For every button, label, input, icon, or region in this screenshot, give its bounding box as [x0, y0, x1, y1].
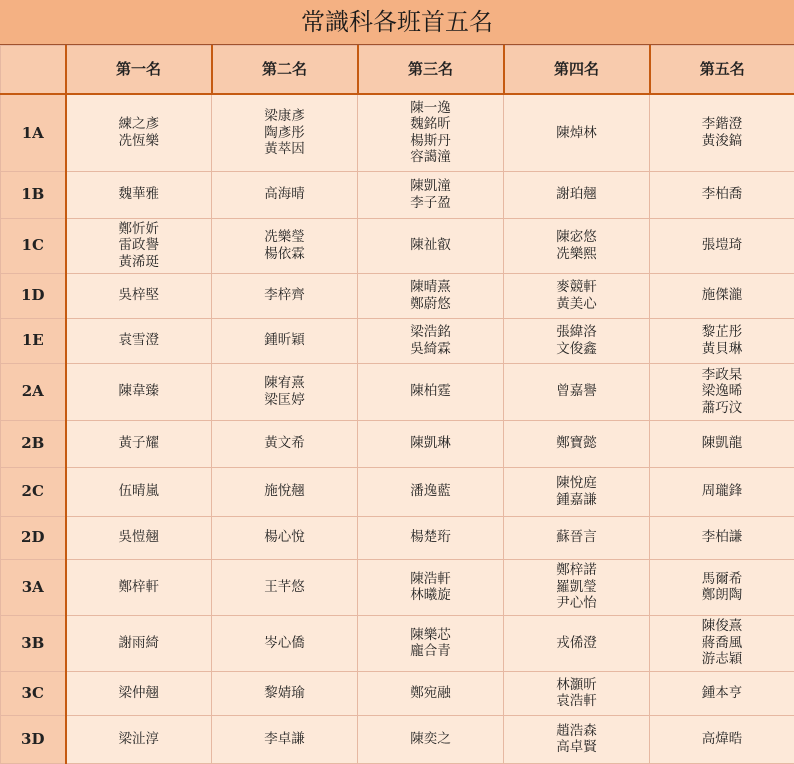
rank-2-cell[interactable] [212, 218, 358, 273]
class-label-cell[interactable]: 1B [1, 171, 66, 218]
student-name: 馬爾希 [650, 571, 794, 588]
student-name: 吳綺霖 [358, 341, 503, 358]
rank-1-cell[interactable] [66, 318, 212, 363]
student-name: 羅凱瑩 [504, 579, 649, 596]
student-name: 謝珀翹 [504, 186, 649, 203]
student-name: 林灝昕 [504, 677, 649, 694]
rank-5-cell[interactable] [650, 715, 794, 763]
student-name: 陳俊熹 [650, 618, 794, 635]
table-row [1, 516, 794, 559]
header-rank-3[interactable]: 第三名 [358, 46, 504, 95]
student-name: 袁浩軒 [504, 693, 649, 710]
student-name: 楊斯丹 [358, 133, 503, 150]
student-name: 陳樂芯 [358, 627, 503, 644]
student-name: 謝雨綺 [67, 635, 212, 652]
rank-1-cell[interactable] [66, 363, 212, 420]
rank-2-cell[interactable] [212, 516, 358, 559]
student-name: 黃子耀 [67, 435, 212, 452]
rank-2-cell[interactable] [212, 559, 358, 615]
rank-3-cell[interactable] [358, 363, 504, 420]
header-rank-1[interactable]: 第一名 [66, 46, 212, 95]
student-name: 雷政譽 [67, 237, 212, 254]
table-row [1, 715, 794, 763]
rank-1-cell[interactable] [66, 559, 212, 615]
class-label-cell[interactable]: 3B [1, 615, 66, 671]
rank-5-cell[interactable] [650, 363, 794, 420]
student-name: 李柏謙 [650, 529, 794, 546]
student-name: 冼樂熙 [504, 246, 649, 263]
rank-1-cell[interactable] [66, 94, 212, 171]
student-name: 李政杲 [650, 367, 794, 384]
student-name: 陳焯林 [504, 125, 649, 142]
rank-1-cell[interactable] [66, 171, 212, 218]
student-name: 鄭寶懿 [504, 435, 649, 452]
rank-2-cell[interactable] [212, 715, 358, 763]
header-row [1, 46, 794, 95]
class-label-cell[interactable]: 1E [1, 318, 66, 363]
rank-1-cell[interactable] [66, 467, 212, 516]
rank-2-cell[interactable] [212, 363, 358, 420]
rank-1-cell[interactable] [66, 420, 212, 467]
student-name: 黃浠珽 [67, 254, 212, 271]
header-corner-cell[interactable] [1, 46, 66, 95]
student-name: 黃浚鎬 [650, 133, 794, 150]
rank-5-cell[interactable] [650, 467, 794, 516]
student-name: 鄭蔚悠 [358, 296, 503, 313]
rank-5-cell[interactable] [650, 420, 794, 467]
student-name: 鍾嘉謙 [504, 492, 649, 509]
rank-2-cell[interactable] [212, 273, 358, 318]
rank-4-cell[interactable] [504, 671, 650, 715]
rank-4-cell[interactable] [504, 715, 650, 763]
student-name: 林曦旋 [358, 587, 503, 604]
rank-4-cell[interactable] [504, 318, 650, 363]
student-name: 魏銘昕 [358, 116, 503, 133]
student-name: 王芊悠 [212, 579, 357, 596]
table-row [1, 420, 794, 467]
student-name: 李柏喬 [650, 186, 794, 203]
student-name: 陳凱琳 [358, 435, 503, 452]
student-name: 陳凱龍 [650, 435, 794, 452]
class-label-cell[interactable]: 1C [1, 218, 66, 273]
student-name: 陳柏霆 [358, 383, 503, 400]
rank-2-cell[interactable] [212, 420, 358, 467]
student-name: 吳梓堅 [67, 287, 212, 304]
rank-4-cell[interactable] [504, 467, 650, 516]
rank-3-cell[interactable] [358, 318, 504, 363]
rank-2-cell[interactable] [212, 94, 358, 171]
student-name: 龐合青 [358, 643, 503, 660]
class-label-cell[interactable]: 2B [1, 420, 66, 467]
student-name: 魏華雅 [67, 186, 212, 203]
student-name: 陳凱潼 [358, 178, 503, 195]
student-name: 李梓齊 [212, 287, 357, 304]
rank-5-cell[interactable] [650, 94, 794, 171]
student-name: 楊依霖 [212, 246, 357, 263]
table-body [1, 94, 794, 763]
student-name: 鍾本亨 [650, 685, 794, 702]
rank-2-cell[interactable] [212, 318, 358, 363]
class-label-cell[interactable]: 2C [1, 467, 66, 516]
student-name: 鄭梓諾 [504, 562, 649, 579]
header-rank-2[interactable]: 第二名 [212, 46, 358, 95]
class-label-cell[interactable]: 3D [1, 715, 66, 763]
table-row [1, 559, 794, 615]
rank-3-cell[interactable] [358, 516, 504, 559]
header-rank-5[interactable]: 第五名 [650, 46, 794, 95]
student-name: 游志穎 [650, 651, 794, 668]
student-name: 蕭巧汶 [650, 400, 794, 417]
student-name: 潘逸藍 [358, 483, 503, 500]
table-row [1, 363, 794, 420]
rank-1-cell[interactable] [66, 273, 212, 318]
student-name: 李鍇澄 [650, 116, 794, 133]
student-name: 施悅翹 [212, 483, 357, 500]
student-name: 梁沚淳 [67, 731, 212, 748]
student-name: 黃美心 [504, 296, 649, 313]
student-name: 張緯洛 [504, 324, 649, 341]
rank-5-cell[interactable] [650, 615, 794, 671]
rank-3-cell[interactable] [358, 715, 504, 763]
student-name: 鄭忻妡 [67, 221, 212, 238]
student-name: 陳浩軒 [358, 571, 503, 588]
student-name: 岑心僑 [212, 635, 357, 652]
rank-1-cell[interactable] [66, 218, 212, 273]
student-name: 陳韋臻 [67, 383, 212, 400]
student-name: 鍾昕穎 [212, 332, 357, 349]
table-row [1, 218, 794, 273]
student-name: 戎俙澄 [504, 635, 649, 652]
rank-5-cell[interactable] [650, 273, 794, 318]
table-row [1, 273, 794, 318]
rank-3-cell[interactable] [358, 171, 504, 218]
rank-3-cell[interactable] [358, 94, 504, 171]
student-name: 李子盈 [358, 195, 503, 212]
rank-2-cell[interactable] [212, 615, 358, 671]
student-name: 尹心怡 [504, 595, 649, 612]
student-name: 趙浩森 [504, 723, 649, 740]
rank-4-cell[interactable] [504, 516, 650, 559]
rank-1-cell[interactable] [66, 715, 212, 763]
rank-5-cell[interactable] [650, 318, 794, 363]
rank-4-cell[interactable] [504, 94, 650, 171]
student-name: 高海晴 [212, 186, 357, 203]
student-name: 冼恆樂 [67, 133, 212, 150]
rank-5-cell[interactable] [650, 671, 794, 715]
class-label-cell[interactable]: 3A [1, 559, 66, 615]
sheet-title: 常識科各班首五名 [0, 0, 794, 45]
student-name: 陳一逸 [358, 100, 503, 117]
student-name: 黎芷彤 [650, 324, 794, 341]
rank-5-cell[interactable] [650, 171, 794, 218]
student-name: 高煒晧 [650, 731, 794, 748]
student-name: 楊楚珩 [358, 529, 503, 546]
student-name: 黃萃因 [212, 141, 357, 158]
rank-1-cell[interactable] [66, 671, 212, 715]
student-name: 容譪潼 [358, 149, 503, 166]
rank-5-cell[interactable] [650, 516, 794, 559]
student-name: 梁浩銘 [358, 324, 503, 341]
student-name: 李卓謙 [212, 731, 357, 748]
table-row [1, 467, 794, 516]
student-name: 梁仲翹 [67, 685, 212, 702]
student-name: 鄭梓軒 [67, 579, 212, 596]
student-name: 張塏琦 [650, 237, 794, 254]
student-name: 練之彥 [67, 116, 212, 133]
student-name: 蘇晉言 [504, 529, 649, 546]
rank-2-cell[interactable] [212, 467, 358, 516]
rank-3-cell[interactable] [358, 559, 504, 615]
table-row [1, 318, 794, 363]
student-name: 梁逸晞 [650, 383, 794, 400]
table-row [1, 671, 794, 715]
student-name: 鄭宛融 [358, 685, 503, 702]
student-name: 楊心悅 [212, 529, 357, 546]
rank-4-cell[interactable] [504, 420, 650, 467]
student-name: 黃貝琳 [650, 341, 794, 358]
student-name: 高卓賢 [504, 739, 649, 756]
student-name: 陳祉叡 [358, 237, 503, 254]
rank-3-cell[interactable] [358, 615, 504, 671]
student-name: 陶彥彤 [212, 125, 357, 142]
rank-3-cell[interactable] [358, 420, 504, 467]
student-name: 梁康彥 [212, 108, 357, 125]
student-name: 吳愷翹 [67, 529, 212, 546]
rank-4-cell[interactable] [504, 171, 650, 218]
student-name: 陳宥熹 [212, 375, 357, 392]
student-name: 陳悅庭 [504, 475, 649, 492]
student-name: 黃文希 [212, 435, 357, 452]
student-name: 陳奕之 [358, 731, 503, 748]
class-label-cell[interactable]: 3C [1, 671, 66, 715]
student-name: 袁雪澄 [67, 332, 212, 349]
table-row [1, 615, 794, 671]
student-name: 麥競軒 [504, 279, 649, 296]
rank-3-cell[interactable] [358, 273, 504, 318]
student-name: 蔣喬風 [650, 635, 794, 652]
rank-4-cell[interactable] [504, 615, 650, 671]
rank-3-cell[interactable] [358, 467, 504, 516]
class-label-cell[interactable]: 2A [1, 363, 66, 420]
student-name: 陳晴熹 [358, 279, 503, 296]
student-name: 鄭朗陶 [650, 587, 794, 604]
student-name: 梁匡婷 [212, 392, 357, 409]
class-label-cell[interactable]: 1D [1, 273, 66, 318]
rank-5-cell[interactable] [650, 218, 794, 273]
student-name: 周瓏鋒 [650, 483, 794, 500]
student-name: 文俊鑫 [504, 341, 649, 358]
student-name: 伍晴嵐 [67, 483, 212, 500]
ranking-table [0, 45, 794, 764]
rank-2-cell[interactable] [212, 671, 358, 715]
rank-1-cell[interactable] [66, 615, 212, 671]
header-rank-4[interactable]: 第四名 [504, 46, 650, 95]
table-row [1, 94, 794, 171]
rank-3-cell[interactable] [358, 218, 504, 273]
rank-4-cell[interactable] [504, 363, 650, 420]
rank-3-cell[interactable] [358, 671, 504, 715]
rank-4-cell[interactable] [504, 273, 650, 318]
student-name: 施傑瀧 [650, 287, 794, 304]
rank-2-cell[interactable] [212, 171, 358, 218]
student-name: 陳宓悠 [504, 229, 649, 246]
class-label-cell[interactable]: 2D [1, 516, 66, 559]
rank-1-cell[interactable] [66, 516, 212, 559]
student-name: 曾嘉譽 [504, 383, 649, 400]
student-name: 冼樂瑩 [212, 229, 357, 246]
rank-4-cell[interactable] [504, 559, 650, 615]
table-row [1, 171, 794, 218]
rank-5-cell[interactable] [650, 559, 794, 615]
rank-4-cell[interactable] [504, 218, 650, 273]
class-label-cell[interactable]: 1A [1, 94, 66, 171]
student-name: 黎婧瑜 [212, 685, 357, 702]
